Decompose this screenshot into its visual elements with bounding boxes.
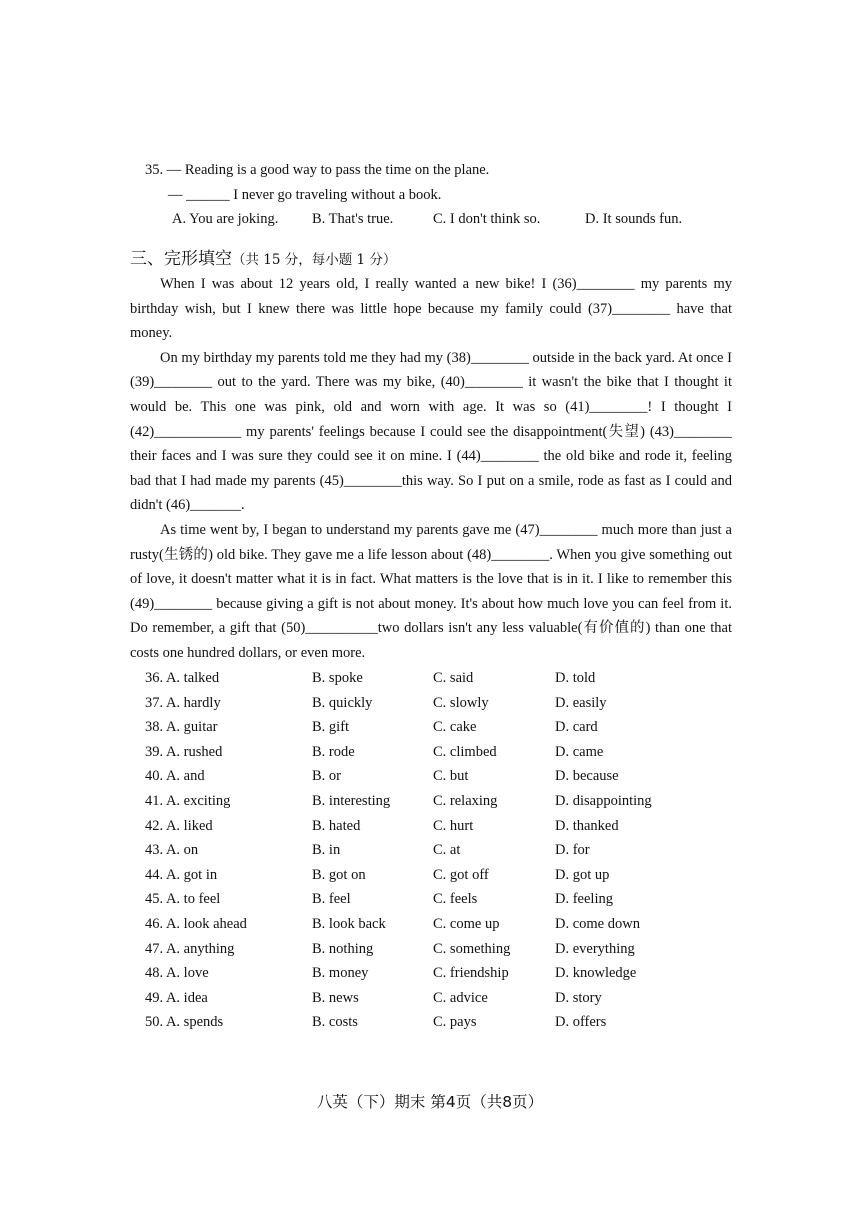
choice-b: B. quickly: [312, 694, 373, 711]
choice-row: [145, 937, 745, 962]
section-note: （共 15 分，每小题 1 分）: [232, 252, 397, 268]
choice-d: D. knowledge: [555, 965, 637, 982]
choice-row: [145, 961, 745, 986]
choice-c: C. at: [433, 842, 461, 859]
choice-b: B. nothing: [312, 940, 374, 957]
choice-row: [145, 789, 745, 814]
section-title: 三、完形填空: [130, 249, 232, 269]
choice-row: [145, 764, 745, 789]
choice-a: 47. A. anything: [145, 940, 235, 957]
choice-d: D. thanked: [555, 817, 619, 834]
choice-d: D. offers: [555, 1014, 607, 1031]
choice-b: B. spoke: [312, 670, 363, 686]
choice-row: [145, 986, 745, 1011]
choice-b: B. hated: [312, 817, 361, 834]
choice-a: 49. A. idea: [145, 989, 208, 1006]
choice-d: D. everything: [555, 940, 635, 957]
choice-a: 36. A. talked: [145, 670, 220, 686]
cloze-choices: [145, 666, 745, 1035]
choice-c: C. said: [433, 670, 474, 686]
choice-c: C. friendship: [433, 965, 509, 982]
choice-c: C. feels: [433, 891, 478, 908]
choice-row: [145, 814, 745, 839]
passage-paragraph-3: As time went by, I began to understand my parents gave me (47)________ much more than just a rusty(生锈的) old bike. They gave me a life lesson about (48)________. When you give something out of love, it doesn't matter what it is in fact. What matters is the love that is in it. I like to remember this (49)________ because giving a gift is not about money. It's about how much love you can feel from it. Do remember, a gift that (50)__________two dollars isn't any less valuable(有价值的) than one that costs one hundred dollars, or even more.: [130, 521, 732, 661]
choice-d: D. told: [555, 670, 596, 686]
choice-b: B. or: [312, 768, 341, 785]
passage-paragraph-1: When I was about 12 years old, I really wanted a new bike! I (36)________ my parents my birthday wish, but I knew there was little hope because my family could (37)________ have that money.: [130, 276, 732, 342]
question-35-stem: 35. — Reading is a good way to pass the time on the plane.: [145, 162, 490, 178]
q35-option-d: D. It sounds fun.: [585, 211, 683, 227]
choice-d: D. easily: [555, 694, 607, 711]
question-35-reply: — ______ I never go traveling without a book.: [168, 187, 442, 203]
q35-option-a: A. You are joking.: [172, 211, 279, 227]
choice-c: C. but: [433, 768, 469, 785]
choice-d: D. card: [555, 719, 598, 736]
choice-d: D. story: [555, 989, 602, 1006]
choice-a: 45. A. to feel: [145, 891, 221, 908]
choice-b: B. feel: [312, 891, 351, 908]
choice-c: C. cake: [433, 719, 477, 736]
choice-c: C. climbed: [433, 743, 497, 760]
choice-row: [145, 715, 745, 740]
choice-c: C. got off: [433, 866, 489, 883]
choice-a: 43. A. on: [145, 842, 199, 859]
choice-row: [145, 912, 745, 937]
choice-row: [145, 1010, 745, 1035]
q35-option-b: B. That's true.: [312, 211, 394, 227]
choice-row: [145, 838, 745, 863]
choice-c: C. something: [433, 940, 511, 957]
choice-a: 40. A. and: [145, 768, 205, 785]
choice-d: D. disappointing: [555, 792, 652, 809]
choice-a: 42. A. liked: [145, 817, 213, 834]
choice-a: 39. A. rushed: [145, 743, 223, 760]
choice-c: C. come up: [433, 915, 500, 932]
cloze-passage: [130, 272, 732, 666]
choice-b: B. look back: [312, 915, 386, 932]
choice-a: 44. A. got in: [145, 866, 218, 883]
choice-a: 50. A. spends: [145, 1014, 224, 1031]
choice-c: C. relaxing: [433, 792, 498, 809]
choice-d: D. for: [555, 842, 590, 859]
choice-b: B. got on: [312, 866, 366, 883]
passage-paragraph-2: On my birthday my parents told me they had my (38)________ outside in the back yard. At once I (39)________ out to the yard. There was my bike, (40)________ it wasn't the bike that I thought it would be. This one was pink, old and worn with age. It was so (41)________! I thought I (42)____________ my parents' feelings because I could see the disappointment(失望) (43)________ their faces and I was sure they could see it on mine. I (44)________ the old bike and rode it, feeling bad that I had made my parents (45)________this way. So I put on a smile, rode as fast as I could and didn't (46)_______.: [130, 349, 732, 514]
choice-b: B. costs: [312, 1014, 358, 1031]
choice-d: D. came: [555, 743, 604, 760]
choice-c: C. pays: [433, 1014, 477, 1031]
choice-a: 37. A. hardly: [145, 694, 221, 711]
choice-d: D. because: [555, 768, 619, 785]
choice-b: B. gift: [312, 719, 350, 736]
choice-c: C. slowly: [433, 694, 489, 711]
choice-d: D. feeling: [555, 891, 613, 908]
choice-row: [145, 740, 745, 765]
choice-row: [145, 691, 745, 716]
choice-c: C. advice: [433, 989, 488, 1006]
choice-b: B. in: [312, 842, 341, 859]
choice-d: D. got up: [555, 866, 610, 883]
choice-b: B. rode: [312, 743, 355, 760]
choice-a: 48. A. love: [145, 965, 209, 982]
question-35-options: [0, 209, 860, 231]
page-footer: 八英（下）期末 第4页（共8页）: [316, 1093, 544, 1111]
choice-b: B. money: [312, 965, 369, 982]
choice-b: B. news: [312, 989, 359, 1006]
choice-b: B. interesting: [312, 792, 391, 809]
section-heading: [130, 248, 396, 271]
choice-d: D. come down: [555, 915, 640, 932]
choice-a: 41. A. exciting: [145, 792, 231, 809]
q35-option-c: C. I don't think so.: [433, 211, 541, 227]
choice-row: [145, 863, 745, 888]
choice-row: [145, 887, 745, 912]
choice-c: C. hurt: [433, 817, 474, 834]
choice-a: 46. A. look ahead: [145, 915, 247, 932]
choice-a: 38. A. guitar: [145, 719, 218, 736]
choice-row: [145, 666, 745, 691]
